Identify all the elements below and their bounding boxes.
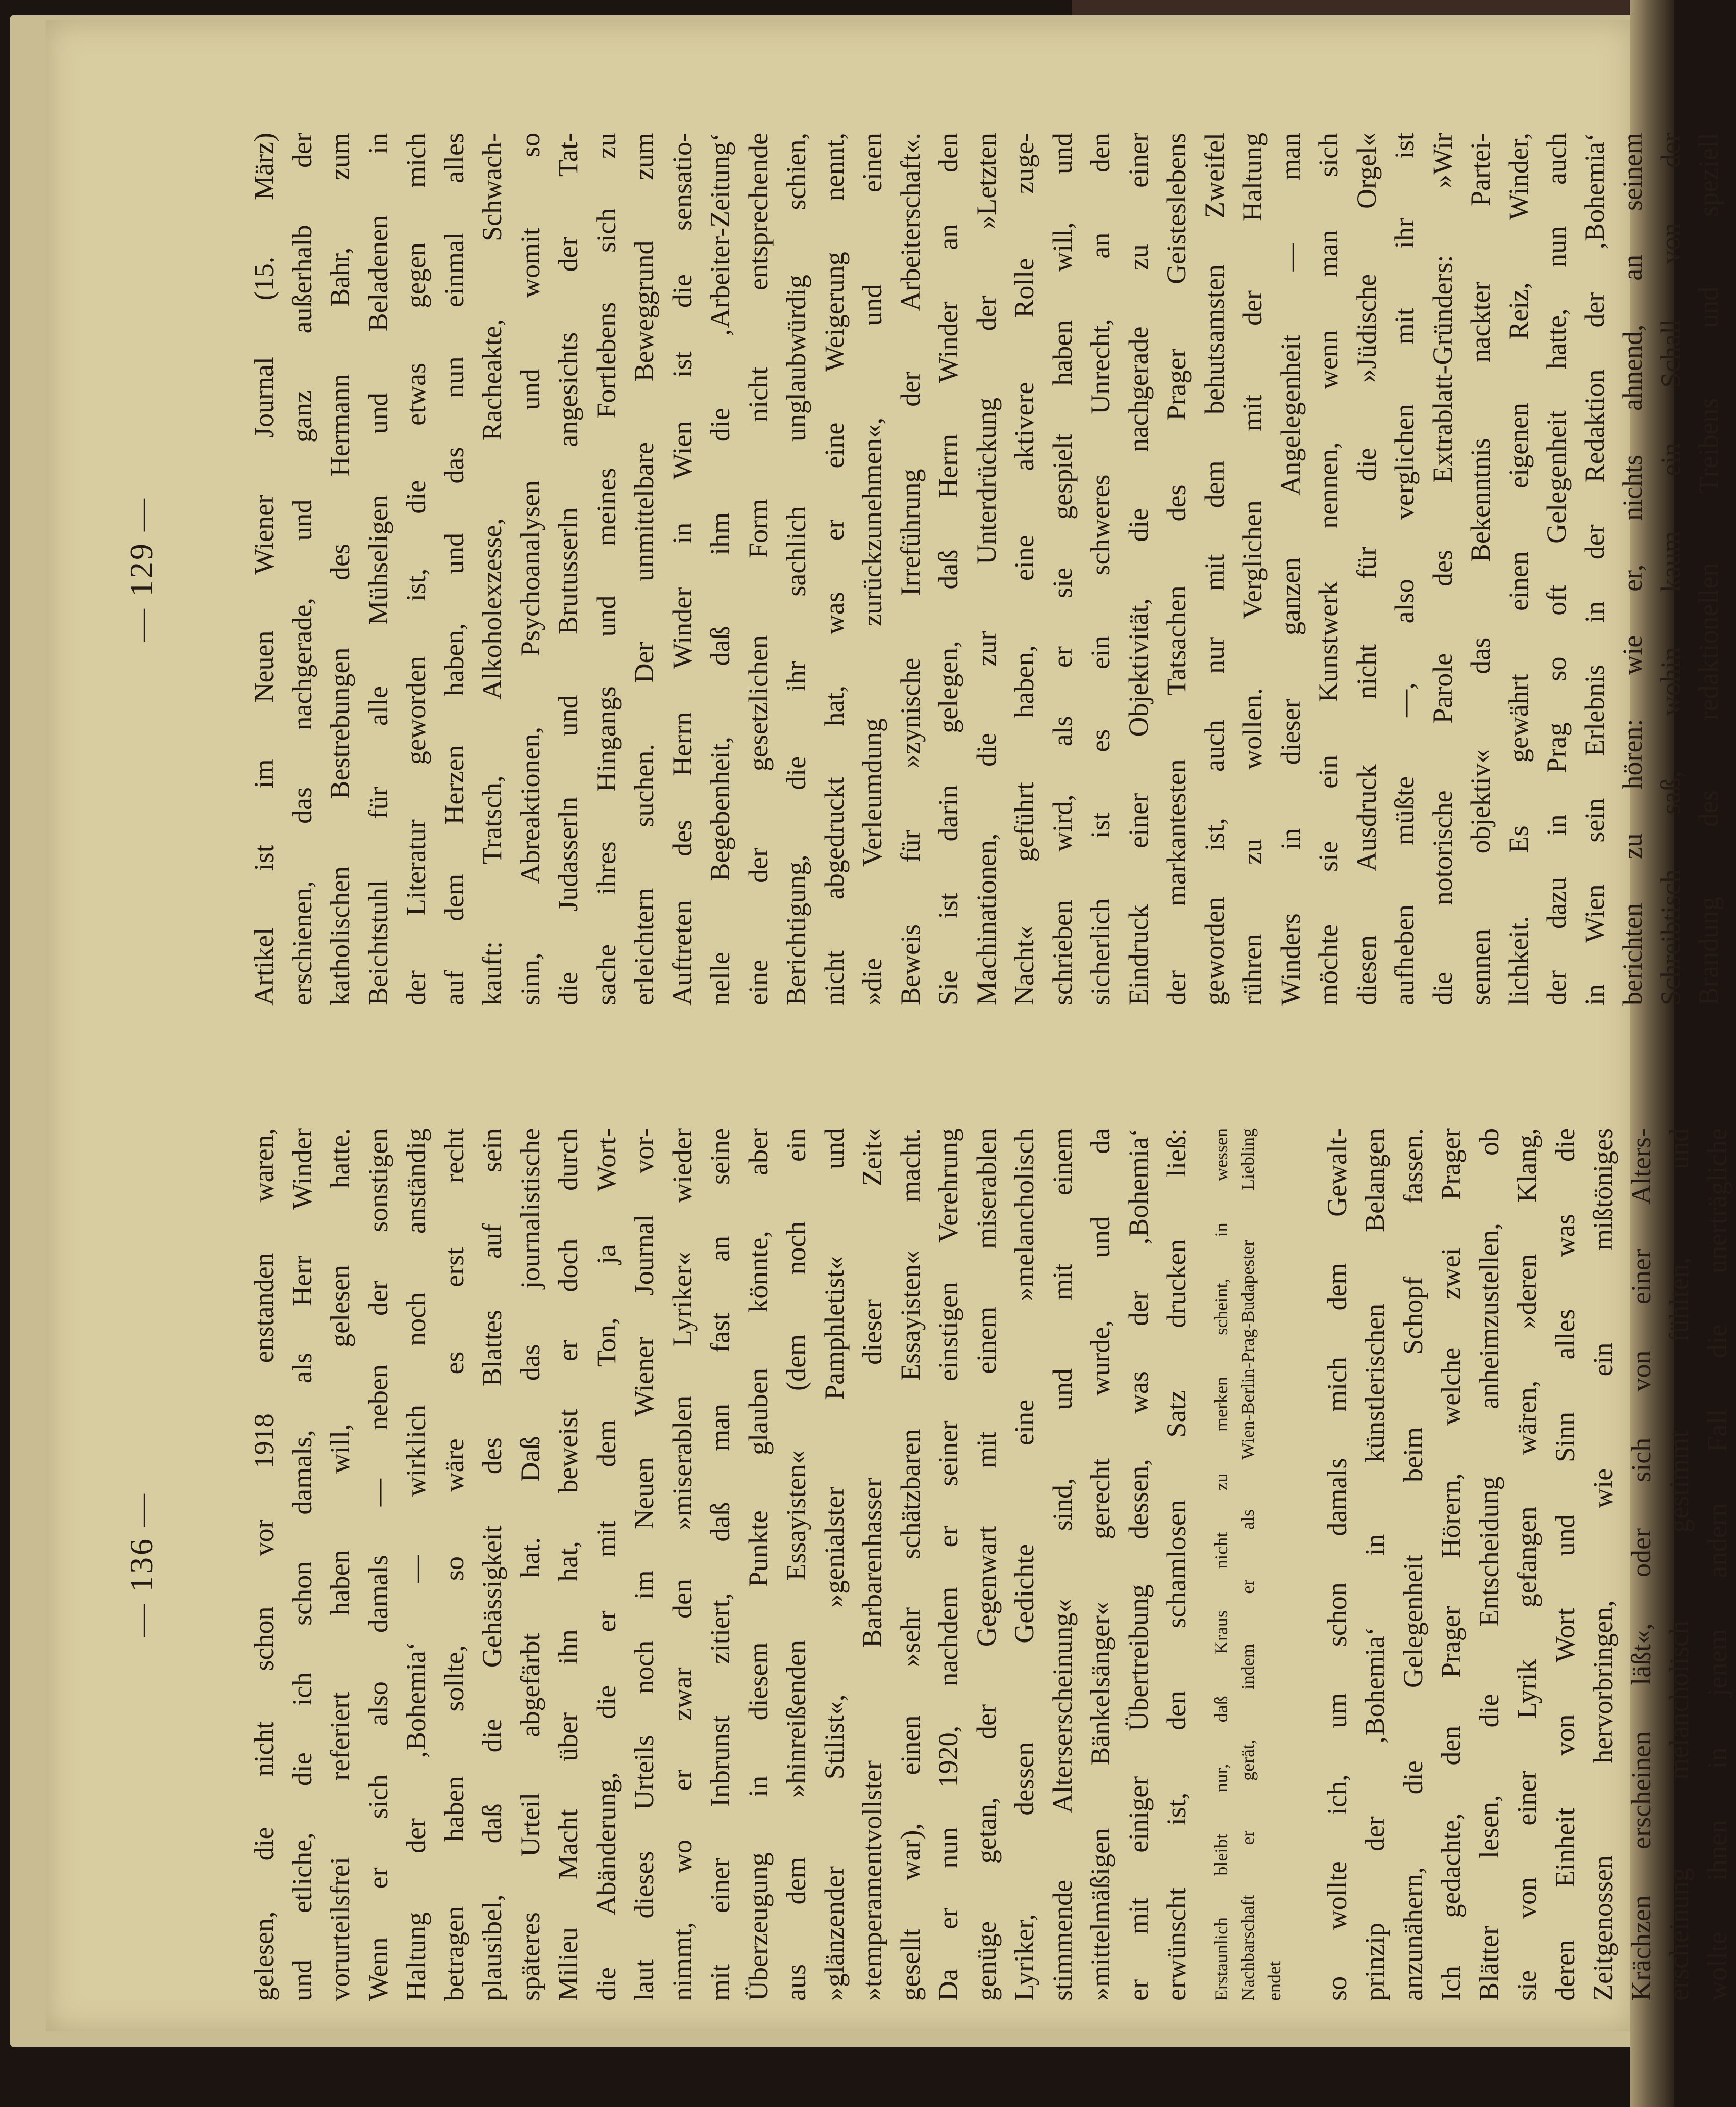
text-line: Eindruck einer Objektivität, die nachgerade zu einer: [1123, 133, 1154, 1006]
text-line: gelesen, die nicht schon vor 1918 enstanden waren,: [249, 1128, 279, 2001]
text-line: aus dem »hinreißenden Essayisten« (dem noch ein: [781, 1128, 811, 2001]
text-line: Milieu Macht über ihn hat, beweist er doch durch: [553, 1128, 583, 2001]
text-line: Überzeugung in diesem Punkte glauben könnte, aber: [742, 1128, 774, 2001]
text-line: genüge getan, der Gegenwart mit einem miserablen: [971, 1128, 1002, 2001]
text-line: erscheinung melancholisch gestimmt fühlten, und: [1664, 1128, 1694, 2001]
text-line: erwünscht ist, den schamlosen Satz drucken ließ:: [1161, 1128, 1192, 2001]
text-line: in Wien sein Erlebnis in der Redaktion der ‚Bohemia‘: [1579, 133, 1610, 1006]
text-line: Auftreten des Herrn Winder in Wien ist die sensatio-: [666, 133, 698, 1006]
right-page-column: [92, 133, 1724, 1006]
note-line: endet: [1263, 1961, 1284, 2001]
text-line: Berichtigung, die ihr sachlich unglaubwürdig schien,: [781, 133, 811, 1006]
page-number-136: — 136 —: [123, 1492, 159, 1637]
text-line: er mit einiger Übertreibung dessen, was der ‚Bohemia‘: [1123, 1128, 1154, 2001]
text-line: Artikel ist im Neuen Wiener Journal (15. März): [249, 133, 279, 1006]
text-line: katholischen Bestrebungen des Hermann Bahr, zum: [325, 133, 355, 1006]
text-line: sie von einer Lyrik gefangen wären, »deren Klang,: [1511, 1128, 1542, 2001]
text-line: berichten zu hören: wie er, nichts ahnend, an seinem: [1617, 133, 1648, 1006]
text-line: Blätter lesen, die Entscheidung anheimzustellen, ob: [1473, 1128, 1504, 2001]
text-line: diesen Ausdruck nicht für die »Jüdische Orgel«: [1351, 133, 1382, 1006]
text-line: die Judasserln und Brutusserln angesichts der Tat-: [553, 133, 583, 1006]
text-line: sache ihres Hingangs und meines Fortlebens sich zu: [590, 133, 622, 1006]
text-line: rühren zu wollen. Verglichen mit der Haltung: [1237, 133, 1268, 1006]
text-line: Ich gedachte, den Prager Hörern, welche zwei Prager: [1435, 1128, 1466, 2001]
text-line: wollte ihnen in jenem andern Fall die unerträgliche: [1701, 1128, 1732, 2001]
text-line: Haltung der ‚Bohemia‘ — wirklich noch anständig: [401, 1128, 431, 2001]
text-line: möchte sie ein Kunstwerk nennen, wenn man sich: [1313, 133, 1344, 1006]
text-line: plausibel, daß die Gehässigkeit des Blattes auf sein: [477, 1128, 507, 2001]
text-line: vorurteilsfrei referiert haben will, gelesen hatte.: [325, 1128, 355, 2001]
text-line: deren Einheit von Wort und Sinn alles was die: [1549, 1128, 1580, 2001]
text-line: späteres Urteil abgefärbt hat. Daß das journalistische: [514, 1128, 545, 2001]
right-page-body: [245, 133, 1728, 1006]
text-line: Lyriker, dessen Gedichte eine »melancholisch: [1009, 1128, 1039, 2001]
text-line: Sie ist darin gelegen, daß Herrn Winder an den: [933, 133, 963, 1006]
text-line: laut dieses Urteils noch im Neuen Wiener Journal vor-: [629, 1128, 659, 2001]
note-line: Nachbarschaft er gerät, indem er als Wien-Berlin-Prag-Budapester Liebling: [1237, 1128, 1258, 2001]
text-line: Schreibtisch saß, wohin kaum ein Schall von der: [1655, 133, 1686, 1006]
text-line: Beweis für »zynische Irreführung der Arbeiterschaft«.: [895, 133, 926, 1006]
rotated-text-area: [92, 122, 1732, 2001]
text-line: der markantesten Tatsachen des Prager Geisteslebens: [1161, 133, 1192, 1006]
text-line: erschienen, das nachgerade, und ganz außerhalb der: [286, 133, 317, 1006]
text-line: Zeitgenossen hervorbringen, wie ein mißtöniges: [1588, 1128, 1618, 2001]
page-number-129: — 129 —: [123, 497, 159, 642]
text-line: Brandung des redaktionellen Treibens und speziell: [1693, 133, 1724, 1006]
note-line: Erstaunlich bleibt nur, daß Kraus nicht zu merken scheint, in wessen: [1210, 1128, 1231, 2001]
text-line: »die Verleumdung zurückzunehmen«, und einen: [857, 133, 887, 1006]
text-line: mit einer Inbrunst zitiert, daß man fast an seine: [705, 1128, 735, 2001]
text-line: stimmende Alterserscheinung« sind, und mit einem: [1047, 1128, 1078, 2001]
text-line: geworden ist, auch nur mit dem behutsamsten Zweifel: [1199, 133, 1230, 1006]
spacer: [1196, 1128, 1208, 2001]
text-line: anzunähern, die Gelegenheit beim Schopf fassen.: [1397, 1128, 1428, 2001]
text-line: Da er nun 1920, nachdem er seiner einstigen Verehrung: [933, 1128, 963, 2001]
text-line: die Abänderung, die er mit dem Ton, ja Wort-: [590, 1128, 622, 2001]
text-line: »temperamentvollster Barbarenhasser dieser Zeit«: [857, 1128, 887, 2001]
text-line: sicherlich ist es ein schweres Unrecht, an den: [1085, 133, 1115, 1006]
text-line: Beichtstuhl für alle Mühseligen und Beladenen in: [362, 133, 393, 1006]
spacer: [1287, 1128, 1318, 2001]
text-line: kauft: Tratsch, Alkoholexzesse, Racheakte, Schwach-: [477, 133, 507, 1006]
text-line: Krächzen erscheinen läßt«, oder sich von einer Alters-: [1625, 1128, 1656, 2001]
text-line: nicht abgedruckt hat, was er eine Weigerung nennt,: [819, 133, 850, 1006]
text-line: die notorische Parole des Extrablatt-Gründers: »Wir: [1427, 133, 1458, 1006]
text-line: aufheben müßte —, also verglichen mit ihr ist: [1389, 133, 1420, 1006]
text-line: so wollte ich, um schon damals mich dem Gewalt-: [1321, 1128, 1352, 2001]
text-line: Nacht« geführt haben, eine aktivere Rolle zuge-: [1009, 133, 1039, 1006]
text-line: lichkeit. Es gewährt einen eigenen Reiz, Winder,: [1503, 133, 1534, 1006]
text-line: nelle Begebenheit, daß ihm die ‚Arbeiter-Zeitung‘: [705, 133, 735, 1006]
text-line: sennen objektiv« das Bekenntnis nackter Partei-: [1465, 133, 1496, 1006]
text-line: und etliche, die ich schon damals, als Herr Winder: [286, 1128, 317, 2001]
text-line: betragen haben sollte, so wäre es erst recht: [438, 1128, 469, 2001]
text-line: sinn, Abreaktionen, Psychoanalysen und womit so: [514, 133, 545, 1006]
left-page-column: [92, 1128, 1732, 2001]
text-line: »glänzender Stilist«, »genialster Pamphletist« und: [819, 1128, 850, 2001]
text-line: auf dem Herzen haben, und das nun einmal alles: [438, 133, 469, 1006]
text-line: Machinationen, die zur Unterdrückung der »Letzten: [971, 133, 1002, 1006]
text-line: gesellt war), einen »sehr schätzbaren Essayisten« macht.: [895, 1128, 926, 2001]
text-line: prinzip der ‚Bohemia‘ in künstlerischen Belangen: [1359, 1128, 1390, 2001]
left-page-body: [245, 1128, 1736, 2001]
text-line: Winders in dieser ganzen Angelegenheit — man: [1275, 133, 1306, 1006]
text-line: erleichtern suchen. Der unmittelbare Beweggrund zum: [629, 133, 659, 1006]
text-line: der Literatur geworden ist, die etwas gegen mich: [401, 133, 431, 1006]
text-line: schrieben wird, als er sie gespielt haben will, und: [1047, 133, 1078, 1006]
text-line: eine der gesetzlichen Form nicht entsprechende: [742, 133, 774, 1006]
text-line: der dazu in Prag so oft Gelegenheit hatte, nun auch: [1541, 133, 1572, 1006]
text-line: Wenn er sich also damals — neben der sonstigen: [362, 1128, 393, 2001]
text-line: »mittelmäßigen Bänkelsänger« gerecht wurde, und da: [1085, 1128, 1115, 2001]
text-line: nimmt, wo er zwar den »miserablen Lyriker« wieder: [666, 1128, 698, 2001]
